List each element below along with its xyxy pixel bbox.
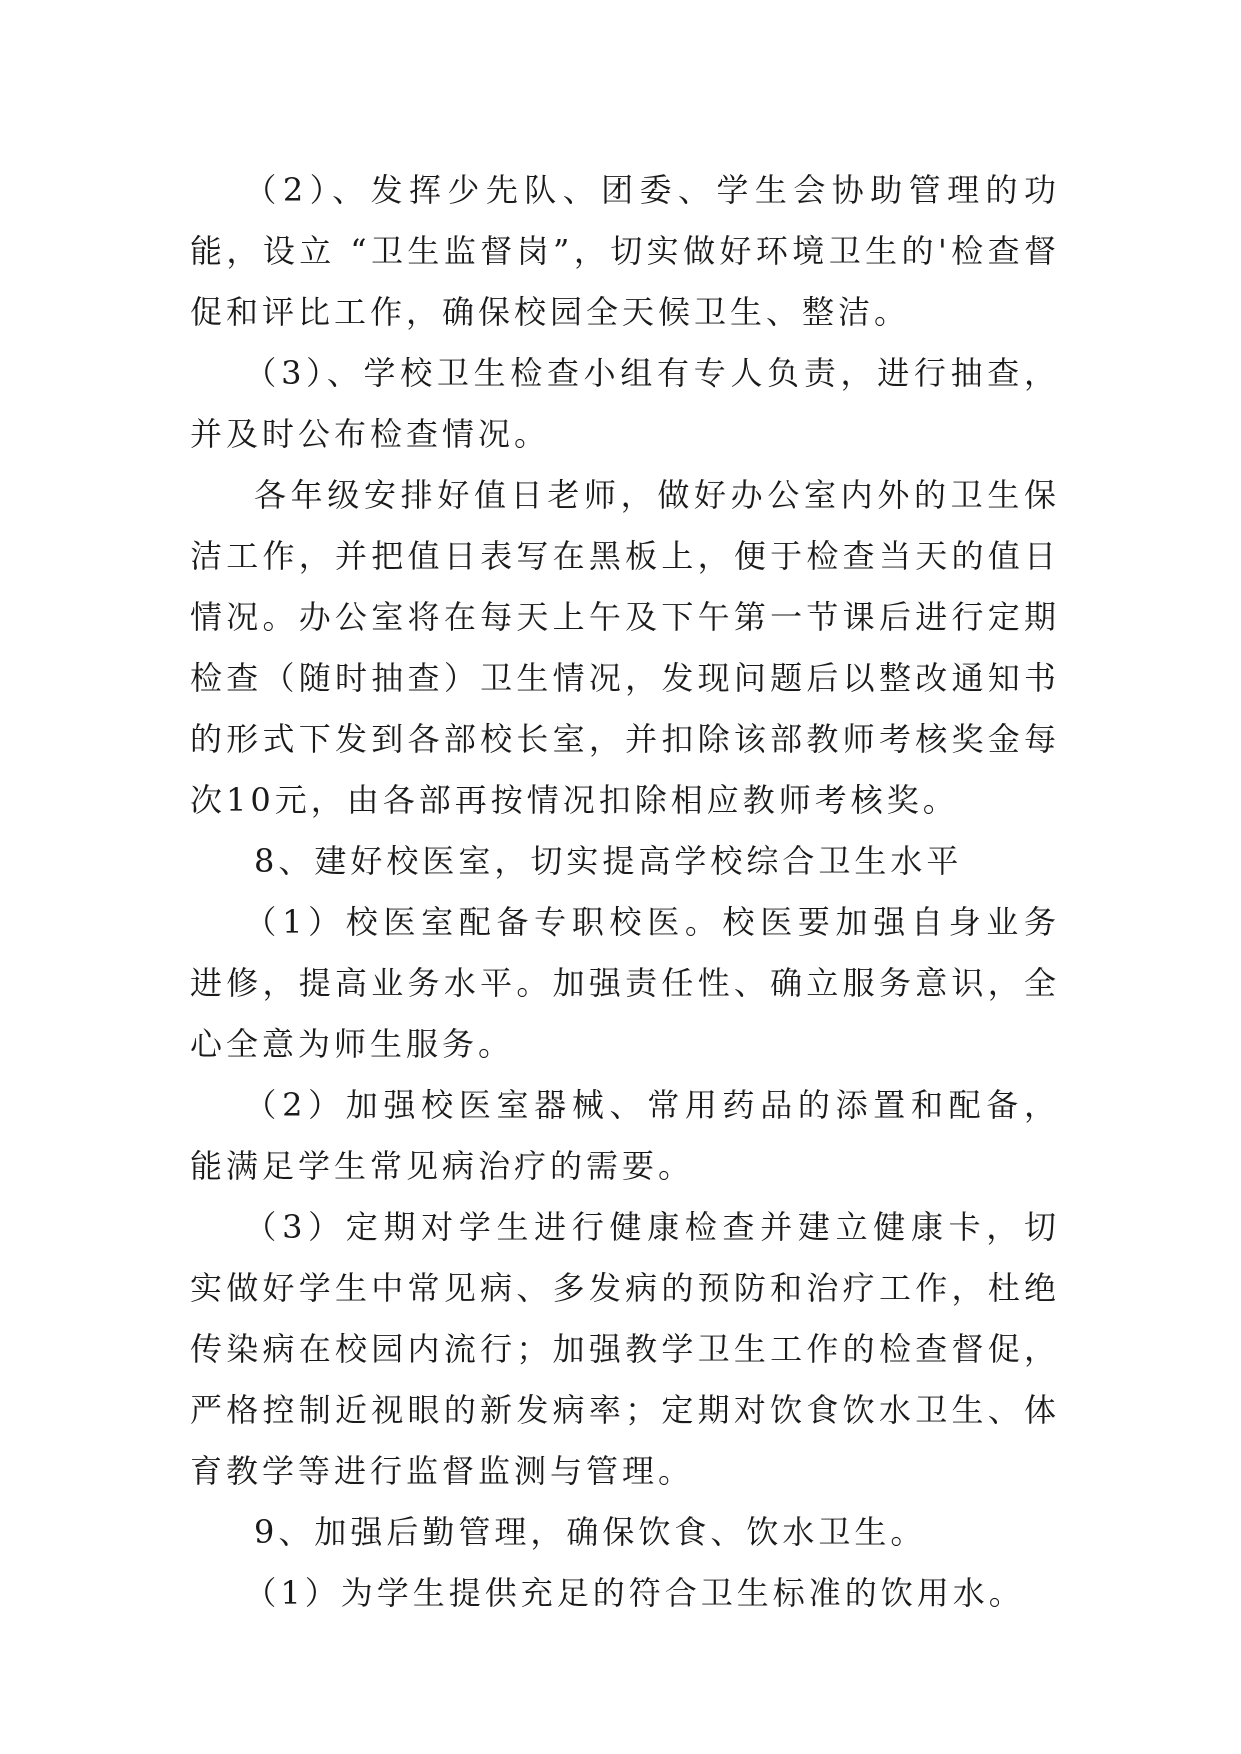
section-heading-9: 9、加强后勤管理，确保饮食、饮水卫生。 [254,1513,927,1551]
section-heading-8: 8、建好校医室，切实提高学校综合卫生水平 [254,842,963,880]
paragraph-9-1: （1）为学生提供充足的符合卫生标准的饮用水。 [244,1574,1025,1612]
paragraph-item-3: （3）、学校卫生检查小组有专人负责，进行抽查，并及时公布检查情况。 [190,354,1060,453]
paragraph-8-1: （1）校医室配备专职校医。校医要加强自身业务进修，提高业务水平。加强责任性、确立服务意识，全心全意为师生服务。 [190,903,1060,1063]
paragraph-item-2: （2）、发挥少先队、团委、学生会协助管理的功能，设立 “卫生监督岗”，切实做好环境卫生的'检查督促和评比工作，确保校园全天候卫生、整洁。 [190,171,1060,331]
paragraph-8-3: （3）定期对学生进行健康检查并建立健康卡，切实做好学生中常见病、多发病的预防和治疗工作，杜绝传染病在校园内流行；加强教学卫生工作的检查督促，严格控制近视眼的新发病率；定期对饮食饮水卫生、体育教学等进行监督监测与管理。 [190,1208,1060,1490]
paragraph-duty-teachers: 各年级安排好值日老师，做好办公室内外的卫生保洁工作，并把值日表写在黑板上，便于检查当天的值日情况。办公室将在每天上午及下午第一节课后进行定期检查（随时抽查）卫生情况，发现问题后以整改通知书的形式下发到各部校长室，并扣除该部教师考核奖金每次10元，由各部再按情况扣除相应教师考核奖。 [190,476,1060,819]
paragraph-8-2: （2）加强校医室器械、常用药品的添置和配备，能满足学生常见病治疗的需要。 [190,1086,1060,1185]
document-body [190,160,1060,1624]
